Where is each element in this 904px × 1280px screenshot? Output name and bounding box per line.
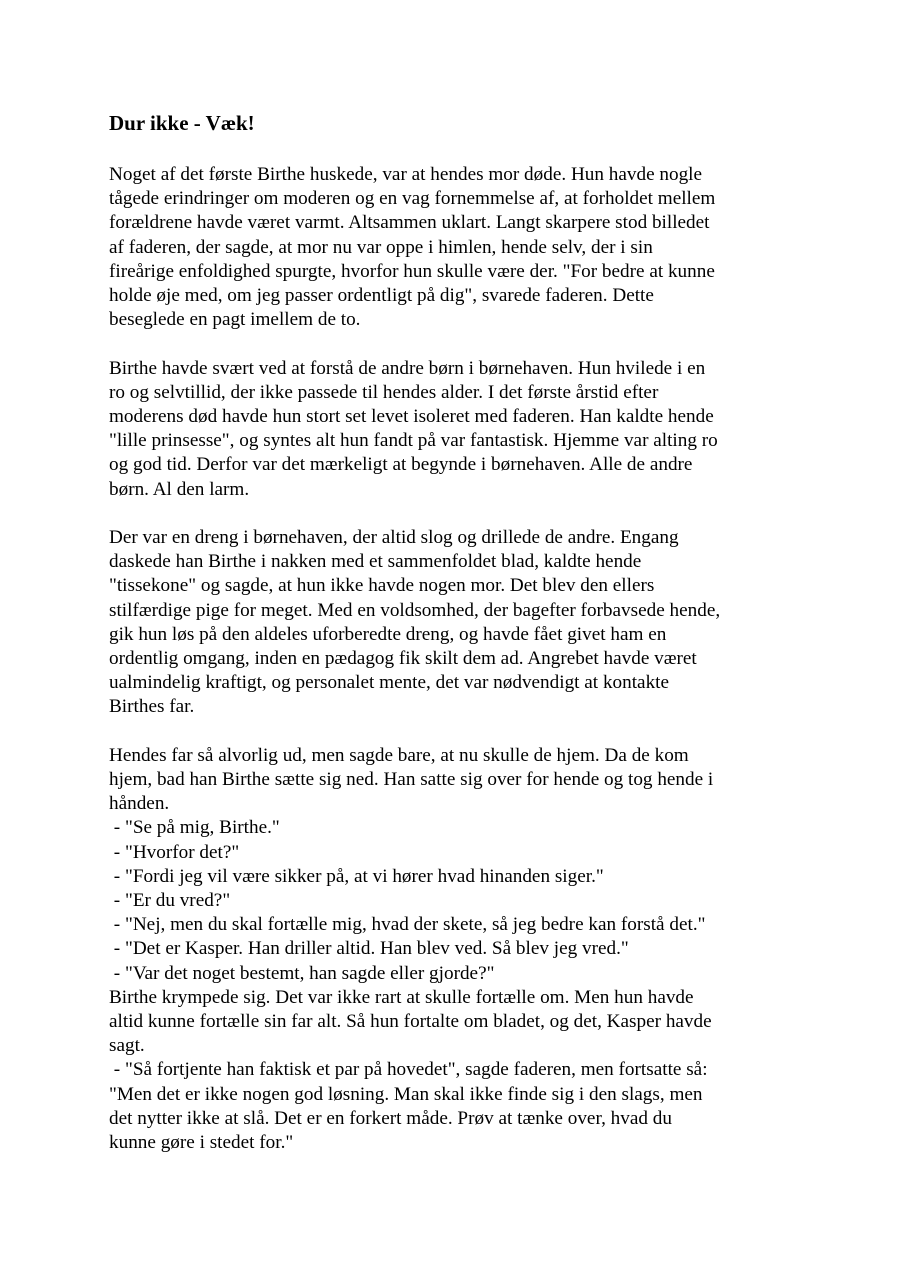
- text-line: - "Så fortjente han faktisk et par på hovedet", sagde faderen, men fortsatte så:: [109, 1059, 708, 1081]
- text-line: moderens død havde hun stort set levet isoleret med faderen. Han kaldte hende: [109, 406, 714, 428]
- text-line: og god tid. Derfor var det mærkeligt at begynde i børnehaven. Alle de andre: [109, 454, 693, 476]
- paragraph: [109, 163, 809, 332]
- text-line: af faderen, der sagde, at mor nu var oppe i himlen, hende selv, der i sin: [109, 236, 653, 258]
- text-line: "lille prinsesse", og syntes alt hun fandt på var fantastisk. Hjemme var alting ro: [109, 430, 718, 452]
- text-line: fireårige enfoldighed spurgte, hvorfor hun skulle være der. "For bedre at kunne: [109, 260, 715, 282]
- text-line: hånden.: [109, 793, 170, 815]
- text-line: beseglede en pagt imellem de to.: [109, 309, 361, 331]
- document-body: [109, 163, 809, 1155]
- text-line: - "Var det noget bestemt, han sagde eller gjorde?": [109, 962, 495, 984]
- text-line: Birthes far.: [109, 696, 195, 718]
- text-line: Hendes far så alvorlig ud, men sagde bare, at nu skulle de hjem. Da de kom: [109, 744, 689, 766]
- text-line: - "Nej, men du skal fortælle mig, hvad der skete, så jeg bedre kan forstå det.": [109, 914, 706, 936]
- text-line: forældrene havde været varmt. Altsammen uklart. Langt skarpere stod billedet: [109, 212, 710, 234]
- text-line: hjem, bad han Birthe sætte sig ned. Han satte sig over for hende og tog hende i: [109, 769, 714, 791]
- text-line: altid kunne fortælle sin far alt. Så hun fortalte om bladet, og det, Kasper havde: [109, 1011, 712, 1033]
- text-line: gik hun løs på den aldeles uforberedte dreng, og havde fået givet ham en: [109, 623, 667, 645]
- text-line: ro og selvtillid, der ikke passede til hendes alder. I det første årstid efter: [109, 381, 659, 403]
- text-line: Noget af det første Birthe huskede, var at hendes mor døde. Hun havde nogle: [109, 164, 703, 185]
- text-line: - "Se på mig, Birthe.": [109, 817, 280, 839]
- text-line: - "Hvorfor det?": [109, 841, 240, 863]
- document-page: [109, 110, 809, 1179]
- text-line: sagt.: [109, 1035, 145, 1057]
- text-line: børn. Al den larm.: [109, 478, 250, 500]
- document-title: Dur ikke - Væk!: [109, 111, 255, 135]
- text-line: - "Det er Kasper. Han driller altid. Han blev ved. Så blev jeg vred.": [109, 938, 629, 960]
- text-line: holde øje med, om jeg passer ordentligt på dig", svarede faderen. Dette: [109, 285, 654, 307]
- text-line: tågede erindringer om moderen og en vag fornemmelse af, at forholdet mellem: [109, 188, 716, 210]
- paragraph: [109, 526, 809, 720]
- text-line: Der var en dreng i børnehaven, der altid slog og drillede de andre. Engang: [109, 527, 679, 549]
- text-line: Birthe havde svært ved at forstå de andre børn i børnehaven. Hun hvilede i en: [109, 357, 706, 379]
- paragraph: [109, 744, 809, 1155]
- text-line: "tissekone" og sagde, at hun ikke havde nogen mor. Det blev den ellers: [109, 575, 655, 597]
- text-line: ordentlig omgang, inden en pædagog fik skilt dem ad. Angrebet havde været: [109, 648, 697, 670]
- text-line: ualmindelig kraftigt, og personalet mente, det var nødvendigt at kontakte: [109, 672, 670, 694]
- text-line: - "Er du vred?": [109, 890, 231, 912]
- text-line: kunne gøre i stedet for.": [109, 1132, 294, 1154]
- text-line: stilfærdige pige for meget. Med en voldsomhed, der bagefter forbavsede hende,: [109, 599, 721, 621]
- paragraph: [109, 357, 809, 502]
- text-line: det nytter ikke at slå. Det er en forkert måde. Prøv at tænke over, hvad du: [109, 1107, 672, 1129]
- text-line: - "Fordi jeg vil være sikker på, at vi hører hvad hinanden siger.": [109, 865, 604, 887]
- text-line: "Men det er ikke nogen god løsning. Man skal ikke finde sig i den slags, men: [109, 1083, 703, 1105]
- text-line: Birthe krympede sig. Det var ikke rart at skulle fortælle om. Men hun havde: [109, 986, 694, 1008]
- text-line: daskede han Birthe i nakken med et sammenfoldet blad, kaldte hende: [109, 551, 642, 573]
